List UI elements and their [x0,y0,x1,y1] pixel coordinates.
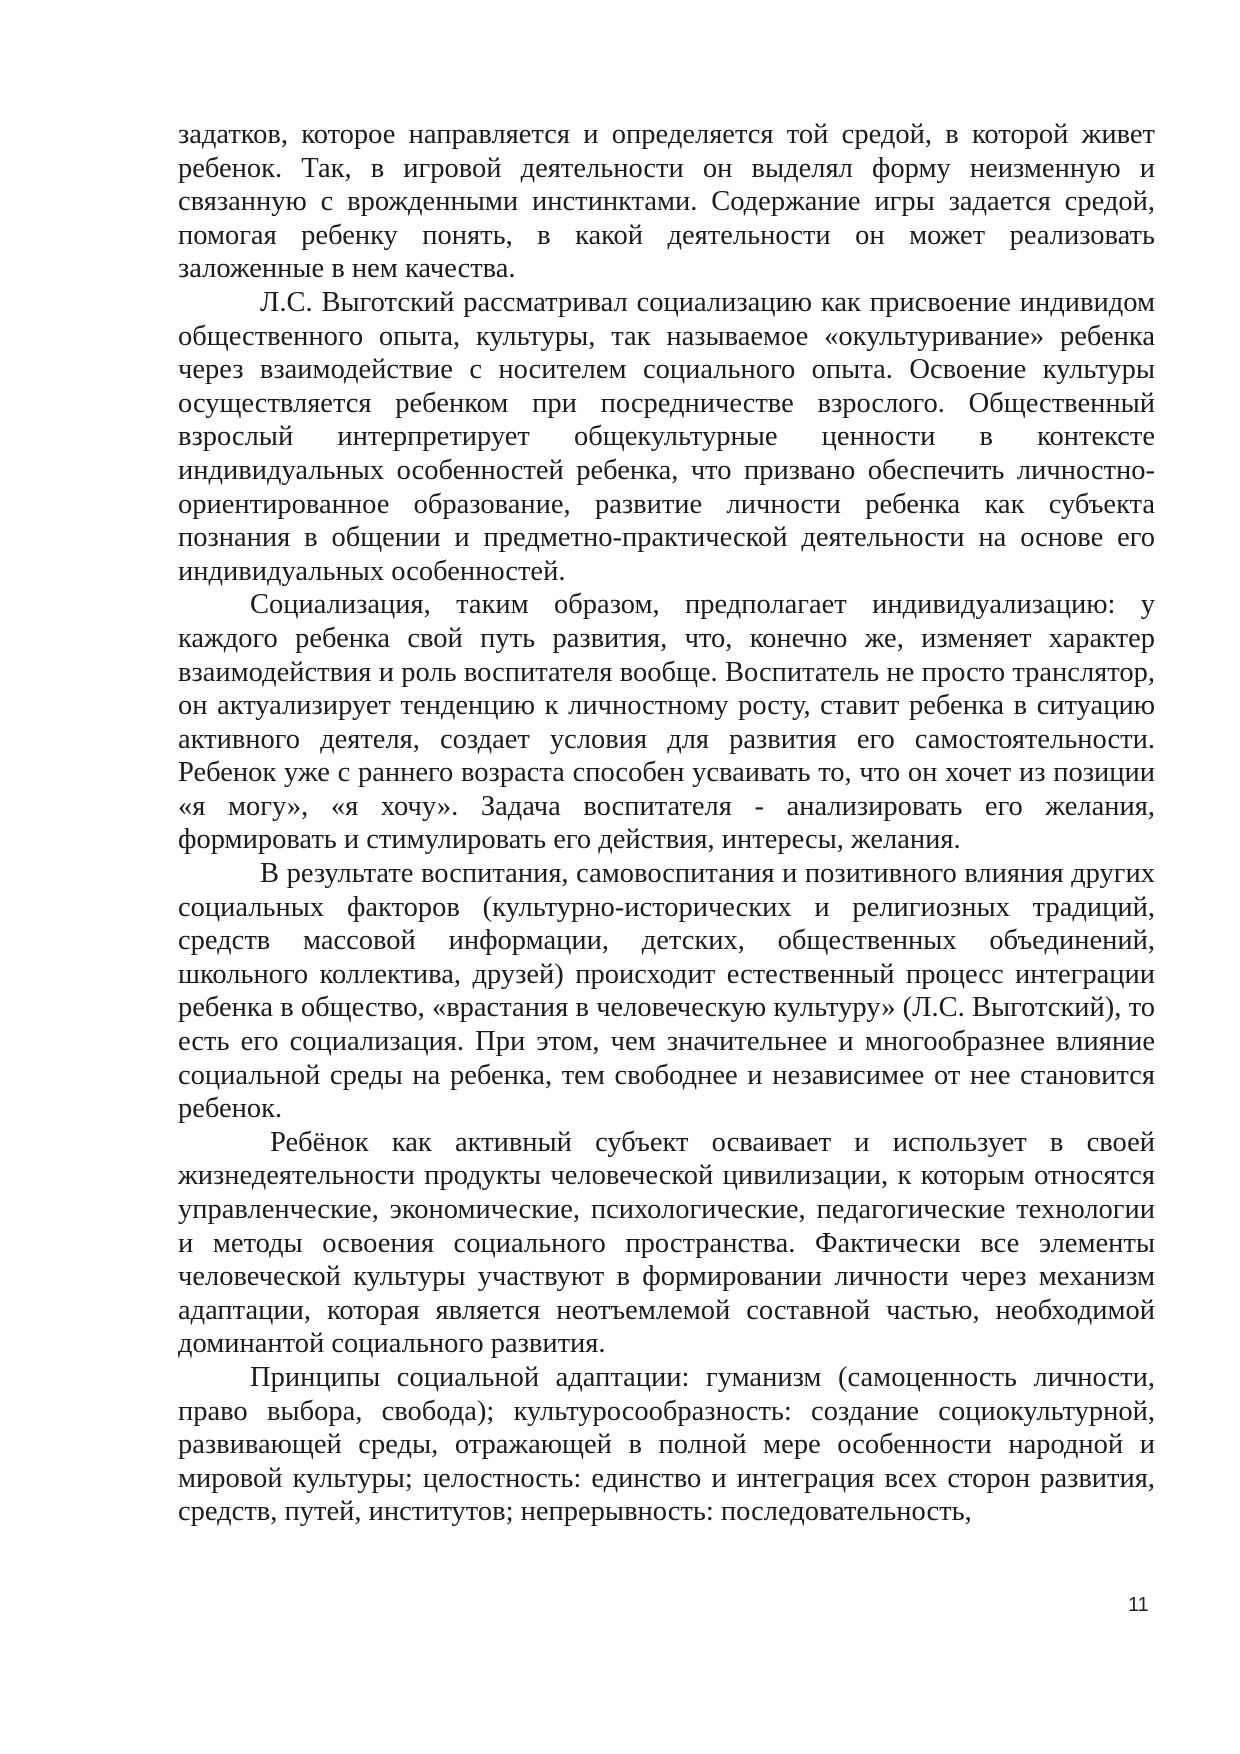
paragraph-6: Принципы социальной адаптации: гуманизм (самоценность личности, право выбора, свобода); культуросообразность: создание социокультурной, развивающей среды, отражающей в полной мере особенности народной и мировой культуры; целостность: единство и интеграция всех сторон развития, средств, путей, институтов; непрерывность: последовательность, [178,1361,1155,1528]
paragraph-3: Социализация, таким образом, предполагает индивидуализацию: у каждого ребенка свой путь развития, что, конечно же, изменяет характер взаимодействия и роль воспитателя вообще. Воспитатель не просто транслятор, он актуализирует тенденцию к личностному росту, ставит ребенка в ситуацию активного деятеля, создает условия для развития его самостоятельности. Ребенок уже с раннего возраста способен усваивать то, что он хочет из позиции «я могу», «я хочу». Задача воспитателя - анализировать его желания, формировать и стимулировать его действия, интересы, желания. [178,589,1155,856]
paragraph-1: задатков, которое направляется и определяется той средой, в которой живет ребенок. Так, в игровой деятельности он выделял форму неизменную и связанную с врожденными инстинктами. Содержание игры задается средой, помогая ребенку понять, в какой деятельности он может реализовать заложенные в нем качества. [178,119,1155,285]
paragraph-4: В результате воспитания, самовоспитания и позитивного влияния других социальных факторов (культурно-исторических и религиозных традиций, средств массовой информации, детских, общественных объединений, школьного коллектива, друзей) происходит естественный процесс интеграции ребенка в общество, «врастания в человеческую культуру» (Л.С. Выготский), то есть его социализация. При этом, чем значительнее и многообразнее влияние социальной среды на ребенка, тем свободнее и независимее от нее становится ребенок. [178,858,1155,1125]
paragraph-5: Ребёнок как активный субъект осваивает и использует в своей жизнедеятельности продукты человеческой цивилизации, к которым относятся управленческие, экономические, психологические, педагогические технологии и методы освоения социального пространства. Фактически все элементы человеческой культуры участвуют в формировании личности через механизм адаптации, которая является неотъемлемой составной частью, необходимой доминантой социального развития. [178,1126,1155,1360]
body-text [178,118,1155,1529]
page-number: 11 [1128,1594,1149,1616]
paragraph-2: Л.С. Выготский рассматривал социализацию как присвоение индивидом общественного опыта, культуры, так называемое «окультуривание» ребенка через взаимодействие с носителем социального опыта. Освоение культуры осуществляется ребенком при посредничестве взрослого. Общественный взрослый интерпретирует общекультурные ценности в контексте индивидуальных особенностей ребенка, что призвано обеспечить личностно-ориентированное образование, развитие личности ребенка как субъекта познания в общении и предметно-практической деятельности на основе его индивидуальных особенностей. [178,286,1155,587]
